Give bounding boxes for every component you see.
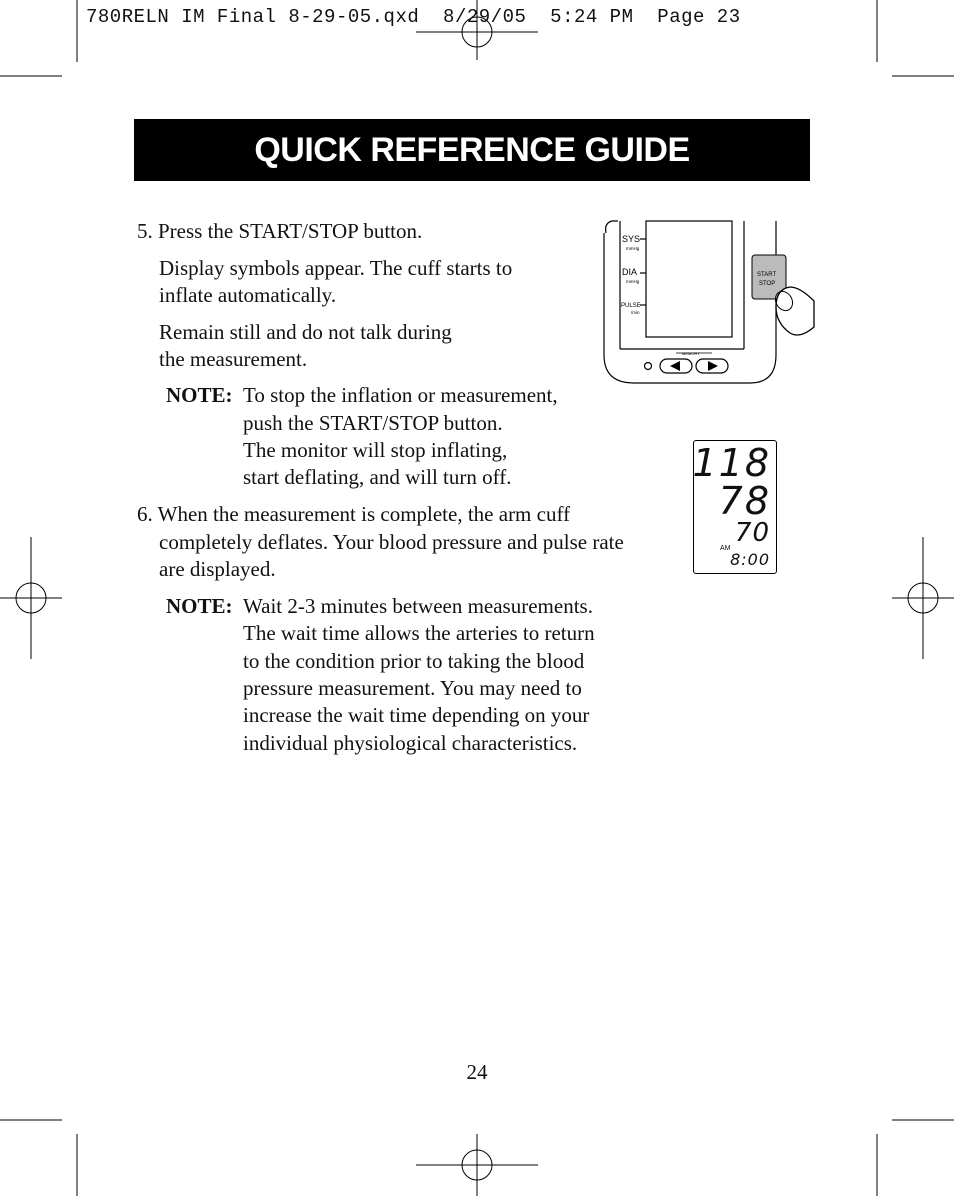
page-number: 24 <box>466 1060 488 1084</box>
dia-unit-label: mmHg <box>626 279 640 284</box>
page-title: QUICK REFERENCE GUIDE <box>254 130 690 169</box>
finger-icon <box>772 287 814 335</box>
step6-line3: are displayed. <box>159 557 276 581</box>
right-arrow-icon <box>708 361 718 371</box>
lcd-display <box>693 440 777 574</box>
step6-note-label: NOTE: <box>166 594 233 618</box>
lcd-pulse: 70 <box>734 518 770 548</box>
stop-label: STOP <box>759 281 776 287</box>
step5-para2-line1: Remain still and do not talk during <box>159 320 452 344</box>
sys-label: SYS <box>622 234 641 244</box>
dia-label: DIA <box>622 267 638 277</box>
print-slug: 780RELN IM Final 8-29-05.qxd 8/29/05 5:24 PM Page 23 <box>86 6 741 28</box>
step5-note-line2: push the START/STOP button. <box>243 411 503 435</box>
step5-note-line4: start deflating, and will turn off. <box>243 465 512 489</box>
step6-note-line2: The wait time allows the arteries to return <box>243 621 595 645</box>
step5-para2-line2: the measurement. <box>159 347 308 371</box>
step6-note-line5: increase the wait time depending on your <box>243 703 590 727</box>
step5-note-line3: The monitor will stop inflating, <box>243 438 508 462</box>
start-label: START <box>757 272 777 278</box>
step5-para1-line2: inflate automatically. <box>159 283 337 307</box>
monitor-illustration <box>600 215 815 387</box>
pulse-unit-label: /min <box>631 310 640 315</box>
step6-line2: completely deflates. Your blood pressure and pulse rate <box>159 530 624 554</box>
lcd-diastolic: 78 <box>718 479 771 523</box>
memory-label: MEMORY <box>682 351 700 356</box>
step6-note-line6: individual physiological characteristics. <box>243 731 578 755</box>
step5-note-label: NOTE: <box>166 383 233 407</box>
step6-note-line1: Wait 2-3 minutes between measurements. <box>243 594 593 618</box>
lcd-am-label: AM <box>720 545 731 552</box>
lcd-time: 8:00 <box>730 550 770 569</box>
step6-line1: 6. When the measurement is complete, the arm cuff <box>137 502 571 526</box>
step6-note-line4: pressure measurement. You may need to <box>243 676 582 700</box>
step5-note-line1: To stop the inflation or measurement, <box>243 383 558 407</box>
step6-note-line3: to the condition prior to taking the blood <box>243 649 585 673</box>
step5-para1-line1: Display symbols appear. The cuff starts to <box>159 256 513 280</box>
page-title-banner <box>134 119 810 181</box>
left-arrow-icon <box>670 361 680 371</box>
pulse-label: PULSE <box>621 303 641 309</box>
step5-heading: 5. Press the START/STOP button. <box>137 219 423 243</box>
sys-unit-label: mmHg <box>626 246 640 251</box>
lcd-systolic: 118 <box>692 441 771 485</box>
